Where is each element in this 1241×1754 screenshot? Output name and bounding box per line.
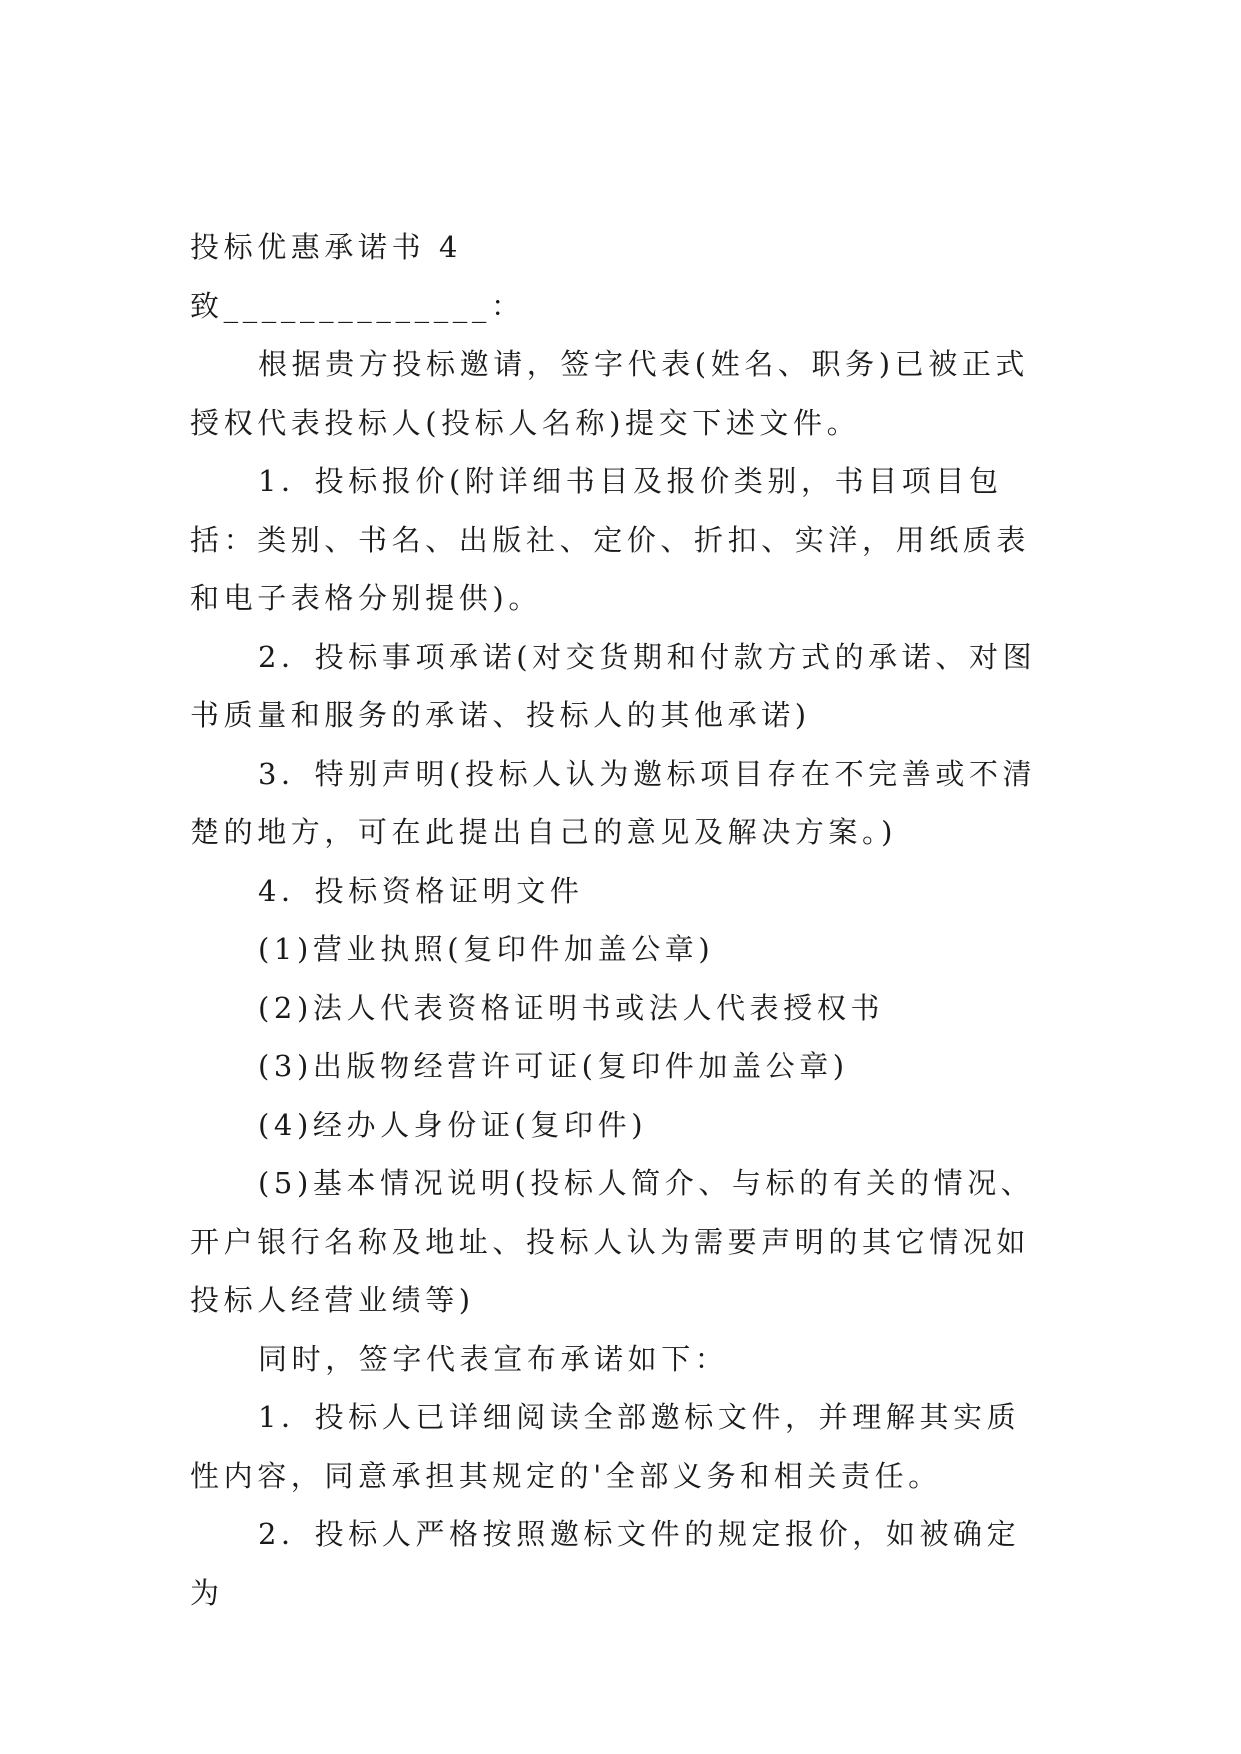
paragraph-subitem-4: (4)经办人身份证(复印件) xyxy=(258,1107,648,1142)
paragraph-declaration-1: 1．投标人已详细阅读全部邀标文件，并理解其实质性内容，同意承担其规定的'全部义务和相关责任。 xyxy=(190,1400,1021,1493)
paragraph-item-2: 2．投标事项承诺(对交货期和付款方式的承诺、对图书质量和服务的承诺、投标人的其他承诺) xyxy=(190,639,1037,732)
paragraph-item-1: 1．投标报价(附详细书目及报价类别，书目项目包括：类别、书名、出版社、定价、折扣、实洋，用纸质表和电子表格分别提供)。 xyxy=(190,464,1031,615)
paragraph-declaration-intro: 同时，签字代表宣布承诺如下： xyxy=(258,1341,729,1376)
recipient-line: 致______________： xyxy=(190,288,525,323)
paragraph-declaration-2: 2．投标人严格按照邀标文件的规定报价，如被确定为 xyxy=(190,1517,1021,1610)
paragraph-subitem-5: (5)基本情况说明(投标人简介、与标的有关的情况、开户银行名称及地址、投标人认为需要声明的其它情况如投标人经营业绩等) xyxy=(190,1166,1035,1317)
paragraph-item-4: 4．投标资格证明文件 xyxy=(258,873,584,908)
paragraph-subitem-3: (3)出版物经营许可证(复印件加盖公章) xyxy=(258,1049,849,1083)
paragraph-intro: 根据贵方投标邀请，签字代表(姓名、职务)已被正式授权代表投标人(投标人名称)提交下述文件。 xyxy=(190,347,1030,440)
document-body xyxy=(190,218,1050,1622)
paragraph-subitem-2: (2)法人代表资格证明书或法人代表授权书 xyxy=(258,990,885,1025)
document-title: 投标优惠承诺书 4 xyxy=(190,230,463,264)
paragraph-subitem-1: (1)营业执照(复印件加盖公章) xyxy=(258,932,715,966)
paragraph-item-3: 3．特别声明(投标人认为邀标项目存在不完善或不清楚的地方，可在此提出自己的意见及解决方案。) xyxy=(190,756,1037,849)
